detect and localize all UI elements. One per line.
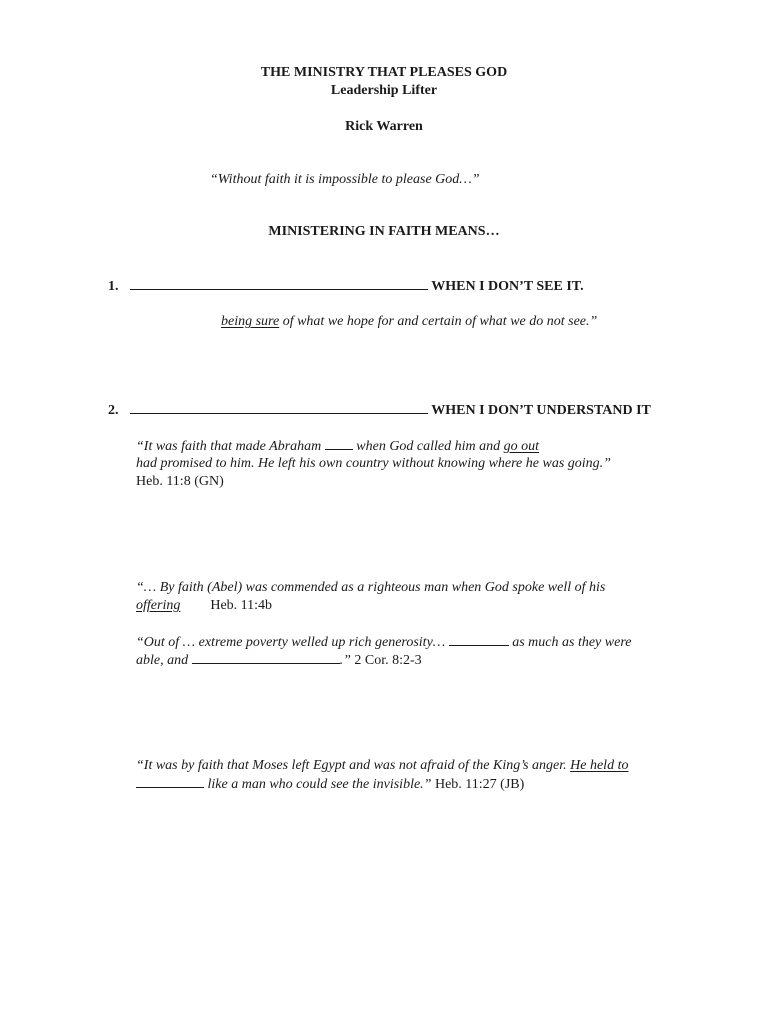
moses-quote-text-2: like a man who could see the invisible.” (204, 777, 432, 792)
document-author: Rick Warren (345, 119, 423, 134)
point-1-blank[interactable] (130, 277, 428, 290)
point-1-quote-underlined: being sure (221, 314, 280, 329)
abraham-quote-text: “It was faith that made Abraham (136, 439, 325, 454)
point-2-number: 2. (108, 403, 119, 418)
moses-quote-text: “It was by faith that Moses left Egypt and was not afraid of the King’s anger. (136, 758, 571, 773)
abraham-quote-line-2: had promised to him. He left his own country without knowing where he was going.” (136, 456, 611, 471)
abel-quote-line-1: “… By faith (Abel) was commended as a righteous man when God spoke well of his (136, 580, 606, 595)
point-2-blank[interactable] (130, 401, 428, 414)
generosity-quote-ref: 2 Cor. 8:2-3 (354, 653, 422, 668)
point-1-line (108, 277, 584, 296)
abel-quote-line-2 (136, 597, 272, 615)
generosity-blank-2[interactable] (192, 651, 340, 664)
abel-quote-underlined: offering (136, 598, 181, 613)
abraham-quote-ref: Heb. 11:8 (GN) (136, 474, 224, 489)
point-2-label: WHEN I DON’T UNDERSTAND IT (431, 403, 651, 418)
document-subtitle: Leadership Lifter (330, 83, 438, 98)
section-heading: MINISTERING IN FAITH MEANS… (268, 224, 500, 239)
abraham-quote-underlined: go out (503, 439, 540, 454)
generosity-blank-1[interactable] (449, 633, 509, 646)
generosity-quote-line-2 (136, 651, 422, 670)
moses-quote-line-1 (136, 757, 628, 775)
abraham-blank[interactable] (325, 437, 353, 450)
generosity-quote-text: “Out of … extreme poverty welled up rich generosity… (136, 635, 449, 650)
point-1-number: 1. (108, 279, 119, 294)
point-2-line (108, 401, 651, 420)
generosity-quote-line-1 (136, 633, 631, 652)
point-1-label: WHEN I DON’T SEE IT. (431, 279, 584, 294)
moses-quote-line-2 (136, 775, 524, 794)
point-1-quote (221, 313, 597, 331)
abraham-quote-text-2: when God called him and (352, 439, 504, 454)
abraham-quote-line-1 (136, 437, 539, 456)
generosity-quote-end: .” (339, 653, 351, 668)
moses-quote-ref: Heb. 11:27 (JB) (434, 777, 525, 792)
abel-quote-ref: Heb. 11:4b (210, 598, 273, 613)
epigraph-quote: “Without faith it is impossible to please God…” (210, 172, 480, 187)
generosity-quote-text-3: able, and (136, 653, 192, 668)
moses-blank[interactable] (136, 775, 204, 788)
point-1-quote-rest: of what we hope for and certain of what we do not see.” (279, 314, 598, 329)
document-title: THE MINISTRY THAT PLEASES GOD (260, 65, 508, 80)
moses-quote-underlined: He held to (570, 758, 629, 773)
generosity-quote-text-2: as much as they were (508, 635, 632, 650)
